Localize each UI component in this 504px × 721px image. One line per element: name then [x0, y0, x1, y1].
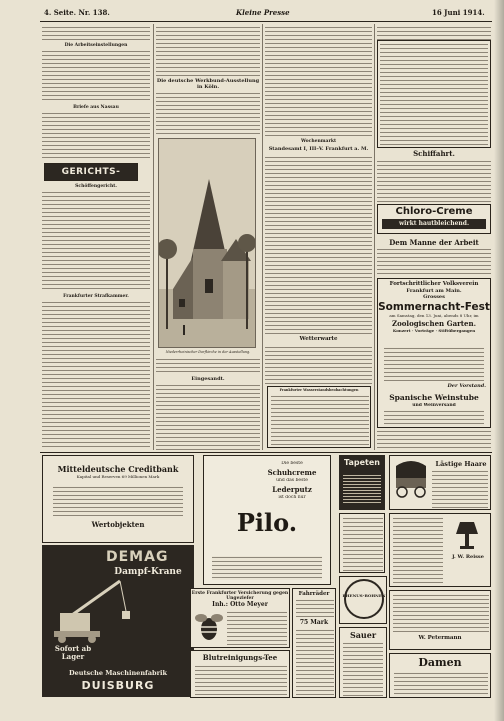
- chloro-creme-ad: Chloro-Creme wirkt hautbleichend.: [377, 204, 491, 234]
- mann-der-arbeit-heading: Dem Manne der Arbeit: [389, 238, 479, 247]
- text-block: [42, 26, 150, 42]
- text-block: [393, 517, 443, 583]
- demag-company: Deutsche Maschinenfabrik: [69, 669, 167, 677]
- text-block: [377, 430, 491, 450]
- demag-product: Dampf-Krane: [114, 567, 182, 577]
- text-block: [384, 347, 484, 381]
- text-block: [42, 191, 150, 291]
- column-2: [156, 26, 260, 450]
- text-block: [156, 92, 260, 136]
- header-rule: [40, 21, 492, 22]
- text-block: [156, 358, 260, 374]
- section-heading: Wochenmarkt: [300, 139, 337, 144]
- text-block: [384, 410, 484, 426]
- lamp-icon: [454, 520, 480, 550]
- text-block: [42, 50, 150, 102]
- versicherung-ad: Erste Frankfurter Versicherung gegen Ungeziefer Inh.: Otto Meyer: [190, 588, 290, 648]
- creditbank-name: Mitteldeutsche Creditbank: [57, 464, 179, 474]
- fahrraeder-ad: Fahrräder 75 Mark: [292, 588, 336, 698]
- column-divider: [153, 24, 154, 450]
- text-block: [343, 517, 383, 571]
- sommernacht-title: Sommernacht-Fest: [378, 301, 490, 313]
- standesamt-title: Standesamt I, III–V. Frankfurt a. M.: [268, 146, 369, 152]
- text-block: [432, 470, 488, 508]
- exhibition-title: Die deutsche Werkbund-Ausstellung in Köln.: [156, 78, 260, 90]
- page-label: 4. Seite. Nr. 138.: [44, 8, 110, 17]
- paper-name: Kleine Presse: [236, 8, 290, 17]
- demag-tagline: Sofort ab Lager: [54, 645, 92, 661]
- crane-icon: [50, 575, 140, 645]
- text-block: [296, 629, 334, 695]
- bee-icon: [195, 609, 223, 643]
- picture-caption: Niederrheinischer Dorfkirche in der Ausstellung.: [165, 350, 251, 354]
- column-3: [265, 26, 372, 450]
- church-illustration: [159, 139, 255, 347]
- section-heading: Briefe aus Nassau: [73, 105, 119, 110]
- sommernacht-ad: Fortschrittlicher Volksverein Frankfurt am Main. Grosses Sommernacht-Fest am Samstag, den 13. Juni, abends 8 Uhr, im Zoologischen Garten. Konzert · Vorträge · Stiftübergangen Der Vorstand. Spanische Weinstube und Weinversand: [377, 278, 491, 428]
- wertobjekten-label: Wertobjekten: [91, 520, 145, 529]
- church-picture: [158, 138, 256, 348]
- text-block: [296, 599, 334, 617]
- text-block: [212, 556, 322, 580]
- ad-section-rule: [40, 452, 492, 453]
- section-heading: Eingesandt.: [191, 376, 225, 382]
- table-rows: [271, 395, 369, 445]
- damen-ad: Damen: [389, 653, 491, 698]
- pram-icon: [392, 458, 430, 498]
- table-rows: [380, 43, 488, 147]
- text-block: [265, 26, 372, 138]
- small-ad: Sauer: [339, 627, 387, 698]
- column-1: [42, 26, 150, 450]
- text-block: [394, 672, 488, 696]
- small-ad: J. W. Reisse: [389, 513, 491, 587]
- table-heading: Frankfurter Wasserstandsbeobachtungen: [279, 388, 359, 392]
- blutreinigung-ad: [190, 650, 290, 698]
- text-block: [265, 346, 372, 384]
- demag-city: DUISBURG: [81, 679, 155, 692]
- text-block: [377, 26, 491, 40]
- schiffahrt-heading: Schiffahrt.: [413, 150, 455, 158]
- column-4: [377, 26, 491, 450]
- text-block: [156, 384, 260, 450]
- text-block: [377, 160, 491, 202]
- gerichtszeitung-banner: GERICHTS-: [44, 163, 138, 181]
- weather-title: Wetterwarte: [299, 336, 338, 342]
- page-date: 16 Juni 1914.: [432, 8, 485, 17]
- section-heading: Frankfurter Strafkammer.: [63, 294, 129, 299]
- weather-table: [267, 386, 371, 448]
- fahrrad-price: 75 Mark: [299, 619, 329, 626]
- rhenus-ad: RHENUS-BOHNEN: [339, 576, 387, 624]
- text-block: [343, 473, 381, 505]
- section-heading: Die Arbeitseinstellungen: [64, 43, 128, 48]
- column-divider: [262, 24, 263, 450]
- pilo-ad: Die beste Schuhcreme und das beste Lederputz ist doch nur Pilo.: [203, 455, 331, 585]
- demag-ad: [42, 545, 194, 697]
- vorstand-signature: Der Vorstand.: [447, 383, 486, 389]
- text-block: [393, 594, 489, 632]
- tapeten-ad: Tapeten: [339, 455, 385, 510]
- text-block: [53, 486, 183, 516]
- small-ad: [339, 513, 385, 573]
- demag-brand: DEMAG: [106, 549, 169, 565]
- page-fold-shadow: [494, 0, 504, 721]
- text-block: [42, 301, 150, 450]
- pilo-name: Pilo.: [236, 508, 298, 537]
- weinstube-title: Spanische Weinstube: [389, 393, 479, 402]
- text-block: [265, 156, 372, 334]
- text-block: [156, 26, 260, 76]
- creditbank-ad: Mitteldeutsche Creditbank Kapital und Reserven 69 Millionen Mark Wertobjekten: [42, 455, 194, 543]
- laeufige-haare-ad: Lästige Haare: [389, 455, 491, 510]
- section-subheading: Schöffengericht.: [75, 184, 117, 189]
- blutreinigung-title: Blutreinigungs-Tee: [202, 653, 278, 662]
- column-divider: [374, 24, 375, 450]
- rhenus-seal: [344, 579, 384, 619]
- text-block: [195, 665, 287, 695]
- stock-table: [377, 40, 491, 148]
- text-block: [227, 611, 287, 645]
- text-block: [343, 642, 383, 696]
- small-ad: W. Petermann: [389, 590, 491, 650]
- text-block: [42, 112, 150, 160]
- text-block: [377, 248, 491, 276]
